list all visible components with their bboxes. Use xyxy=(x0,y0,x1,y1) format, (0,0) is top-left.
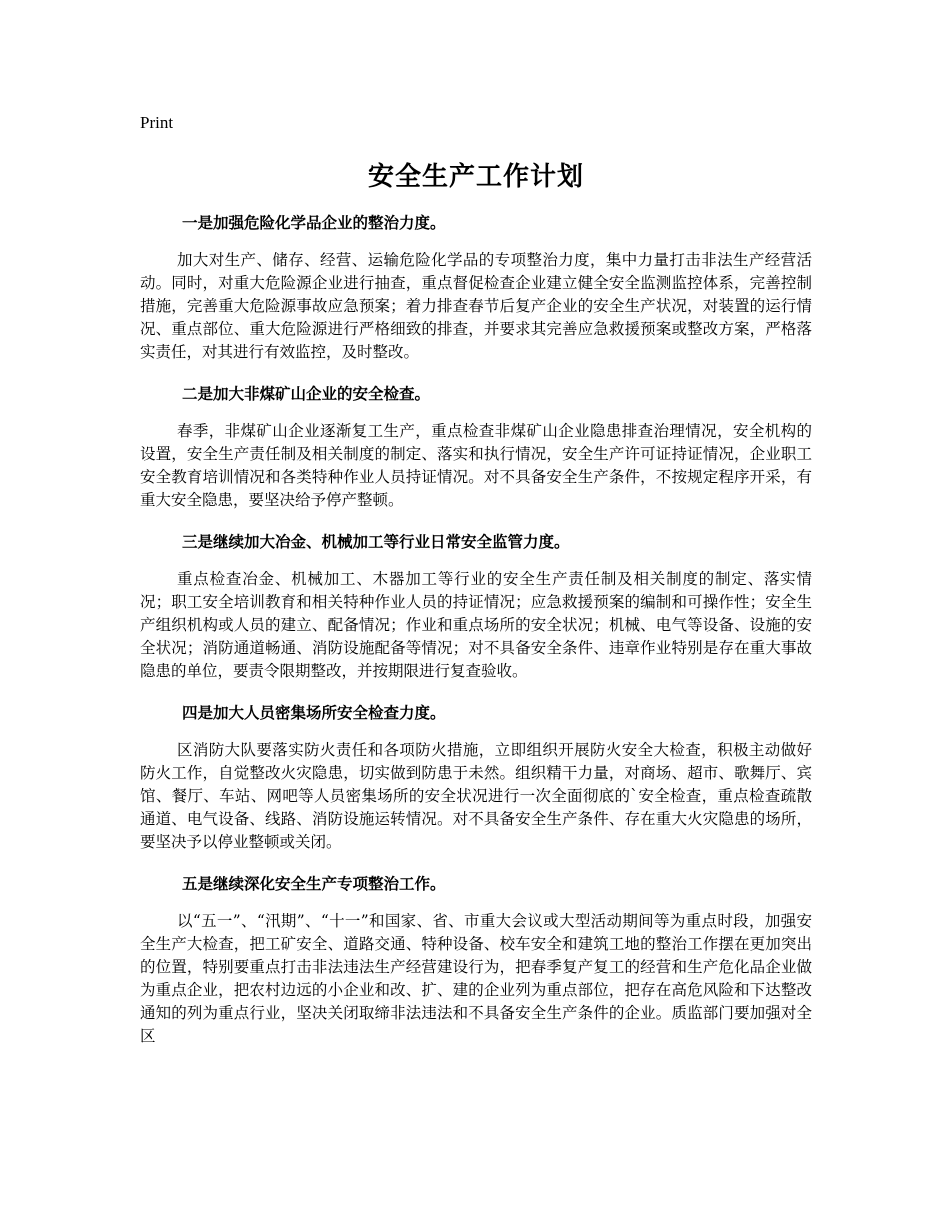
section-2 xyxy=(140,383,812,512)
section-5 xyxy=(140,873,812,1048)
section-3 xyxy=(140,531,812,683)
section-heading: 三是继续加大冶金、机械加工等行业日常安全监管力度。 xyxy=(182,532,570,551)
document-title: 安全生产工作计划 xyxy=(367,162,584,192)
section-4 xyxy=(140,702,812,854)
section-heading: 五是继续深化安全生产专项整治工作。 xyxy=(182,874,446,893)
document-page xyxy=(140,112,812,1067)
section-heading: 四是加大人员密集场所安全检查力度。 xyxy=(182,703,446,722)
section-body: 区消防大队要落实防火责任和各项防火措施，立即组织开展防火安全大检查，积极主动做好防火工作，自觉整改火灾隐患，切实做到防患于未然。组织精干力量，对商场、超市、歌舞厅、宾馆、餐厅、车站、网吧等人员密集场所的安全状况进行一次全面彻底的`安全检查，重点检查疏散通道、电气设备、线路、消防设施运转情况。对不具备安全生产条件、存在重大火灾隐患的场所，要坚决予以停业整顿或关闭。 xyxy=(140,741,812,851)
section-heading: 一是加强危险化学品企业的整治力度。 xyxy=(182,213,446,232)
section-body: 重点检查冶金、机械加工、木器加工等行业的安全生产责任制及相关制度的制定、落实情况；职工安全培训教育和相关特种作业人员的持证情况；应急救援预案的编制和可操作性；安全生产组织机构或人员的建立、配备情况；作业和重点场所的安全状况；机械、电气等设备、设施的安全状况；消防通道畅通、消防设施配备等情况；对不具备安全条件、违章作业特别是存在重大事故隐患的单位，要责令限期整改，并按期限进行复查验收。 xyxy=(140,570,812,680)
section-heading: 二是加大非煤矿山企业的安全检查。 xyxy=(182,384,431,403)
section-body: 以“五一”、“汛期”、“十一”和国家、省、市重大会议或大型活动期间等为重点时段，加强安全生产大检查，把工矿安全、道路交通、特种设备、校车安全和建筑工地的整治工作摆在更加突出的位置，特别要重点打击非法违法生产经营建设行为，把春季复产复工的经营和生产危化品企业做为重点企业，把农村边远的小企业和改、扩、建的企业列为重点部位，把存在高危风险和下达整改通知的列为重点行业，坚决关闭取缔非法违法和不具备安全生产条件的企业。质监部门要加强对全区 xyxy=(140,912,812,1045)
section-1 xyxy=(140,212,812,364)
section-body: 加大对生产、储存、经营、运输危险化学品的专项整治力度，集中力量打击非法生产经营活动。同时，对重大危险源企业进行抽查，重点督促检查企业建立健全安全监测监控体系，完善控制措施，完善重大危险源事故应急预案；着力排查春节后复产企业的安全生产状况，对装置的运行情况、重点部位、重大危险源进行严格细致的排查，并要求其完善应急救援预案或整改方案，严格落实责任，对其进行有效监控，及时整改。 xyxy=(140,251,812,361)
print-label: Print xyxy=(140,113,174,132)
section-body: 春季，非煤矿山企业逐渐复工生产，重点检查非煤矿山企业隐患排查治理情况，安全机构的设置，安全生产责任制及相关制度的制定、落实和执行情况，安全生产许可证持证情况，企业职工安全教育培训情况和各类特种作业人员持证情况。对不具备安全生产条件，不按规定程序开采，有重大安全隐患，要坚决给予停产整顿。 xyxy=(140,422,812,509)
